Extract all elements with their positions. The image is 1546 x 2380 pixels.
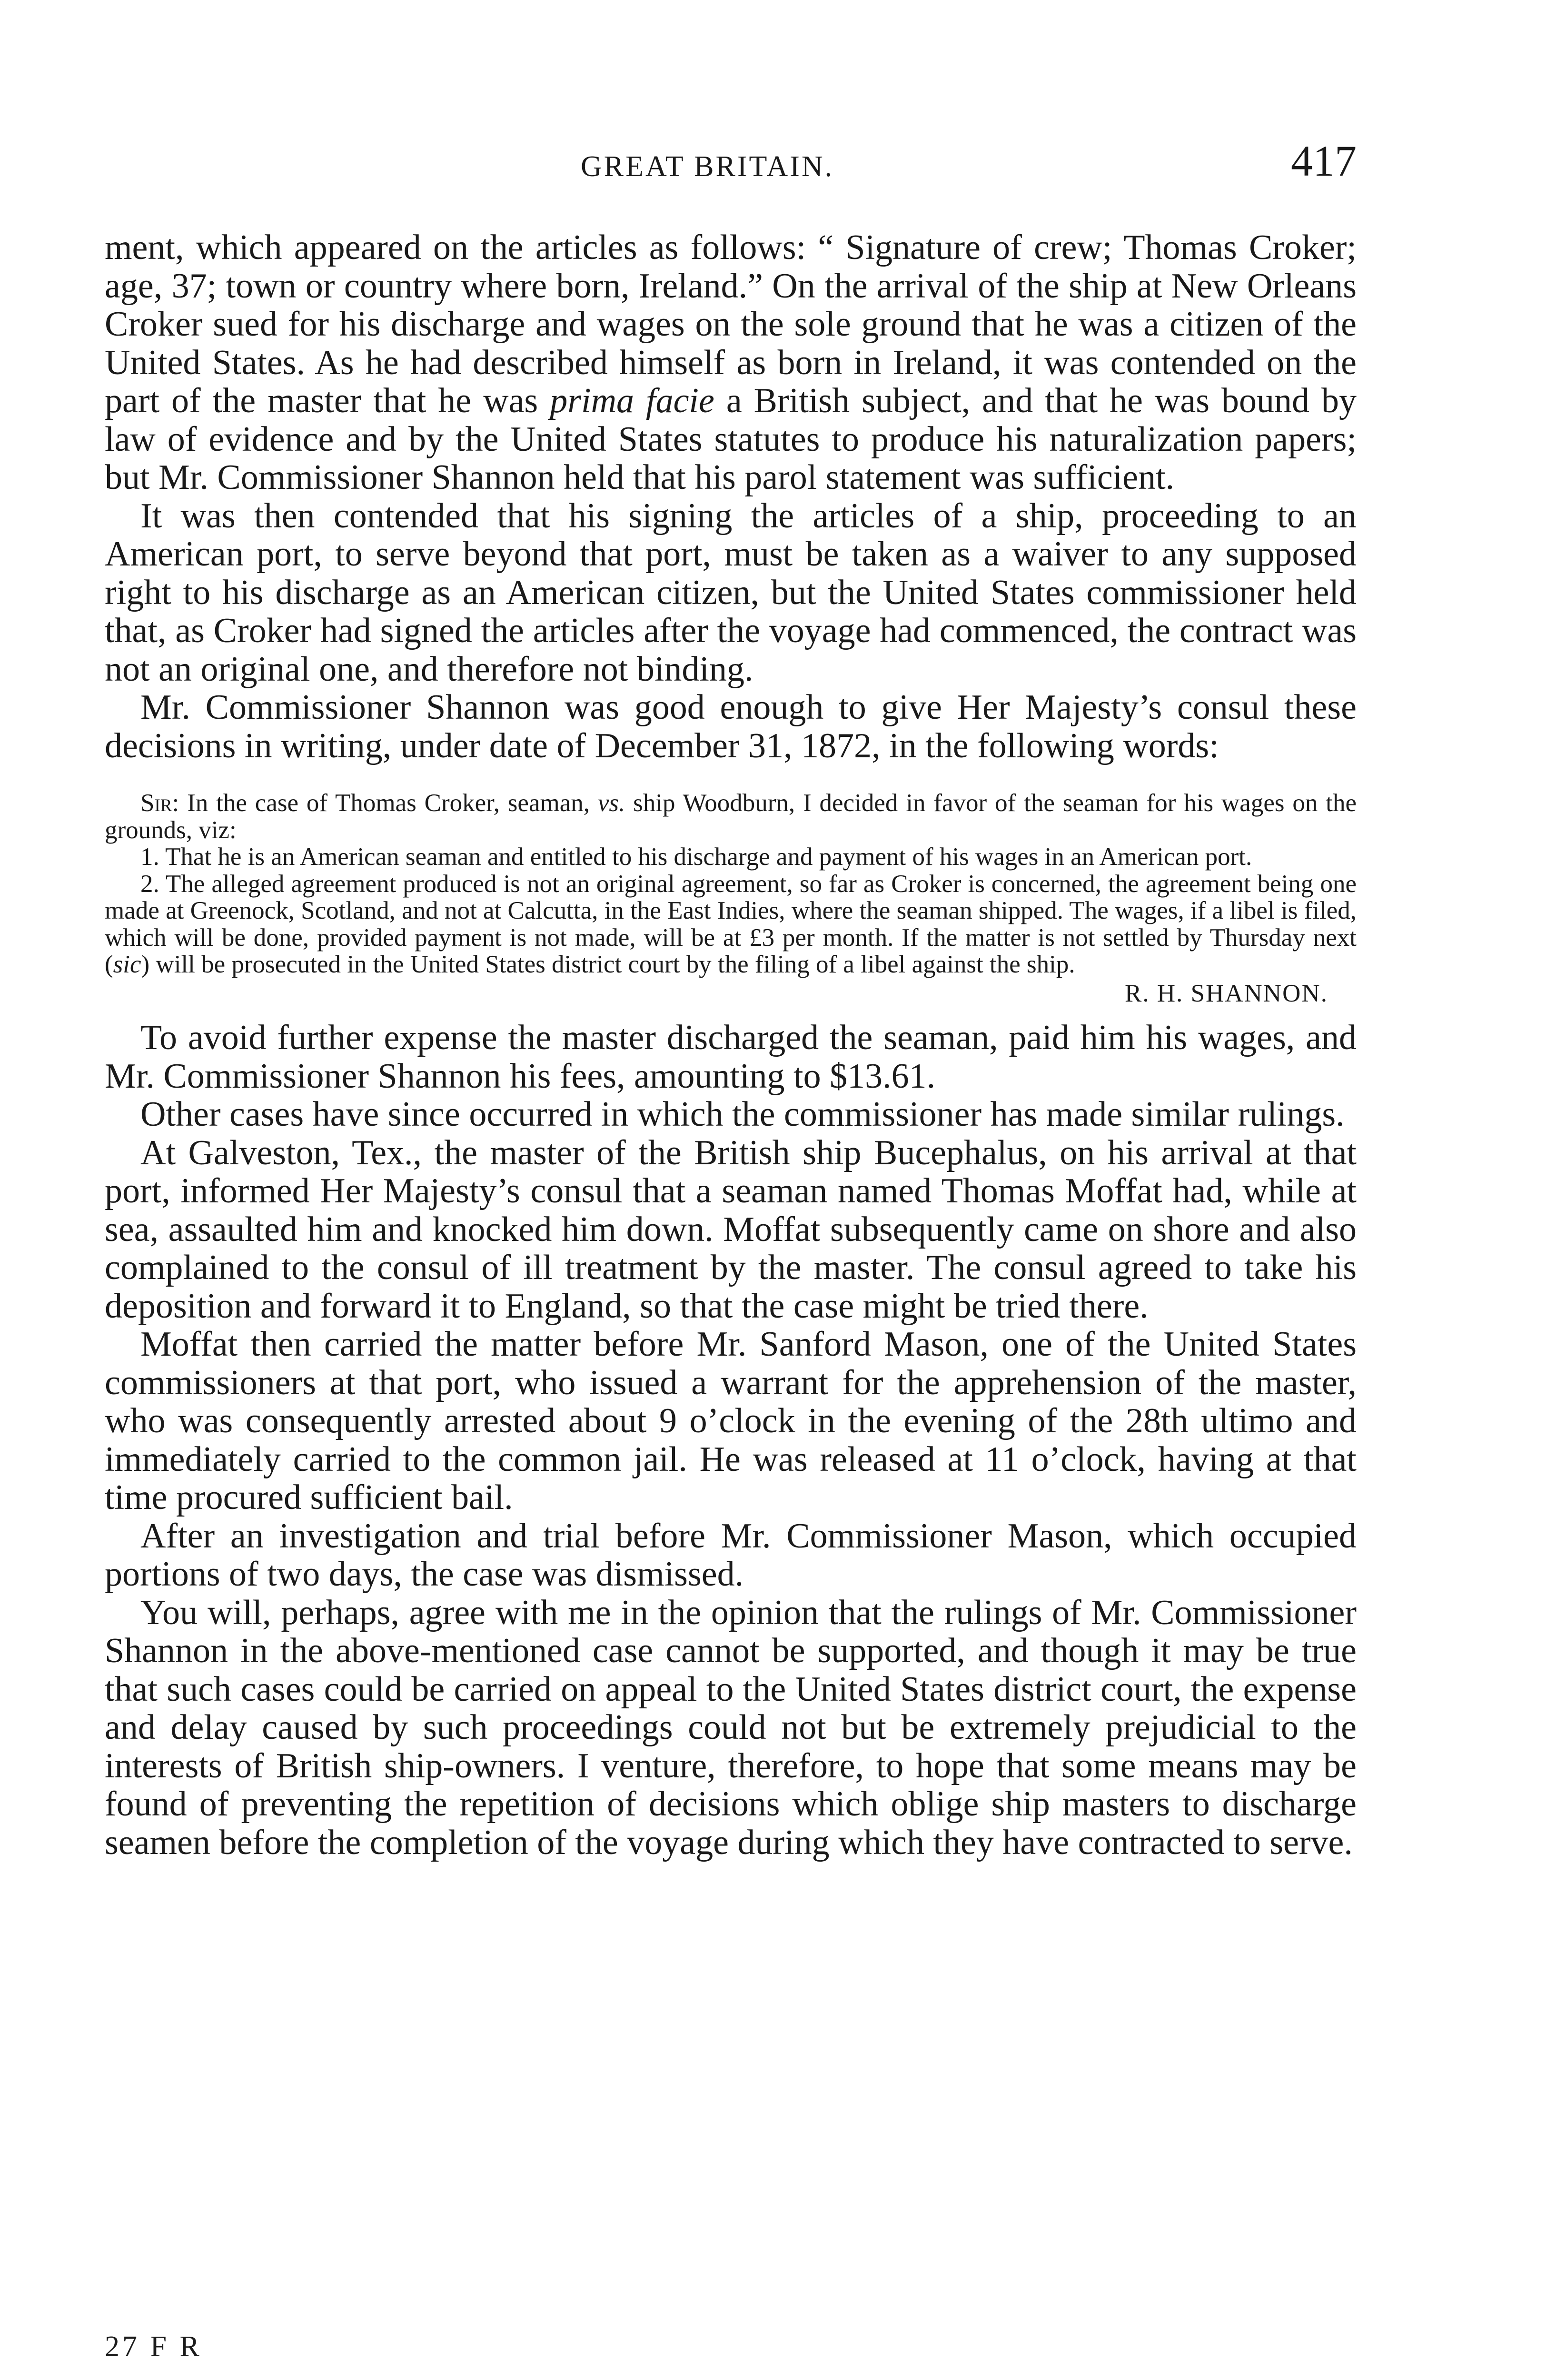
letter-paragraph-1-vs: vs. — [597, 789, 625, 817]
paragraph-1-italic: prima facie — [550, 381, 714, 420]
letter-paragraph-1 — [105, 790, 1357, 843]
letter-paragraph-1-part-a: In the case of Thomas Croker, seaman, — [179, 789, 598, 817]
paragraph-7: Moffat then carried the matter before Mr. Sanford Mason, one of the United States commissioners at that port, who issued a warrant for the apprehension of the master, who was consequently arrested about 9 o’clock in the evening of the 28th ultimo and immediately carried to the common jail. He was released at 11 o’clock, having at that time procured sufficient bail. — [105, 1325, 1357, 1517]
paragraph-2: It was then contended that his signing the articles of a ship, proceeding to an American port, to serve beyond that port, must be taken as a waiver to any supposed right to his discharge as an American citizen, but the United States commissioner held that, as Croker had signed the articles after the voyage had commenced, the contract was not an original one, and therefore not binding. — [105, 496, 1357, 689]
letter-paragraph-1-part-b: ship Woodburn, I decided in favor of the seaman for his wages on the grounds, viz: — [105, 789, 1357, 844]
page-number: 417 — [1291, 137, 1357, 185]
letter-signature: R. H. SHANNON. — [1124, 979, 1328, 1007]
letter-paragraph-2: 1. That he is an American seaman and entitled to his discharge and payment of his wages in an American port. — [140, 843, 1252, 871]
paragraph-1-part-a: ment, which appeared on the articles as follows: “ Signature of crew; Thomas Croker; age, 37; town or country where born, Ireland.” On the arrival of the ship at New Orleans Croker sued for his discharge and wages on the sole ground that he was a citizen of the United States. As he had described himself as born in Ireland, it was contended on the part of the master that he was — [105, 228, 1357, 420]
body-text — [105, 228, 1357, 1862]
paragraph-5: Other cases have since occurred in which the commissioner has made similar rulings. — [140, 1095, 1345, 1134]
paragraph-8: After an investigation and trial before Mr. Commissioner Mason, which occupied portions of two days, the case was dismissed. — [105, 1516, 1357, 1594]
paragraph-4: To avoid further expense the master discharged the seaman, paid him his wages, and Mr. Commissioner Shannon his fees, amounting to $13.61. — [105, 1018, 1357, 1096]
letter-paragraph-3-sic: sic — [113, 951, 141, 978]
paragraph-6: At Galveston, Tex., the master of the British ship Bucephalus, on his arrival at that port, informed Her Majesty’s consul that a seaman named Thomas Moffat had, while at sea, assaulted him and knocked him down. Moffat subsequently came on shore and also complained to the consul of ill treatment by the master. The consul agreed to take his deposition and forward it to England, so that the case might be tried there. — [105, 1133, 1357, 1326]
letter-paragraph-3-part-a: 2. The alleged agreement produced is not an original agreement, so far as Croker is concerned, the agreement being one made at Greenock, Scotland, and not at Calcutta, in the East Indies, where the seaman shipped. The wages, if a libel is filed, which will be done, provided payment is not made, will be at £3 per month. If the matter is not settled by Thursday next ( — [105, 870, 1357, 978]
letter-paragraph-3 — [105, 871, 1357, 978]
letter-salutation: Sir: — [140, 789, 179, 817]
quoted-letter — [105, 790, 1357, 1007]
paragraph-9: You will, perhaps, agree with me in the opinion that the rulings of Mr. Commissioner Shannon in the above-mentioned case cannot be supported, and though it may be true that such cases could be carried on appeal to the United States district court, the expense and delay caused by such proceedings could not but be extremely prejudicial to the interests of British ship-owners. I venture, therefore, to hope that some means may be found of preventing the repetition of decisions which oblige ship masters to discharge seamen before the completion of the voyage during which they have contracted to serve. — [105, 1593, 1357, 1862]
page-header — [105, 136, 1357, 193]
paragraph-3: Mr. Commissioner Shannon was good enough to give Her Majesty’s consul these decisions in writing, under date of December 31, 1872, in the following words: — [105, 688, 1357, 765]
running-head: GREAT BRITAIN. — [581, 150, 834, 183]
signature-mark: 27 F R — [105, 2330, 202, 2363]
paragraph-1 — [105, 228, 1357, 497]
document-page — [105, 0, 1357, 2380]
letter-paragraph-3-part-b: ) will be prosecuted in the United States district court by the filing of a libel against the ship. — [141, 951, 1075, 978]
paragraph-1-part-b: a British subject, and that he was bound by law of evidence and by the United States statutes to produce his naturalization papers; but Mr. Commissioner Shannon held that his parol statement was sufficient. — [105, 381, 1357, 497]
